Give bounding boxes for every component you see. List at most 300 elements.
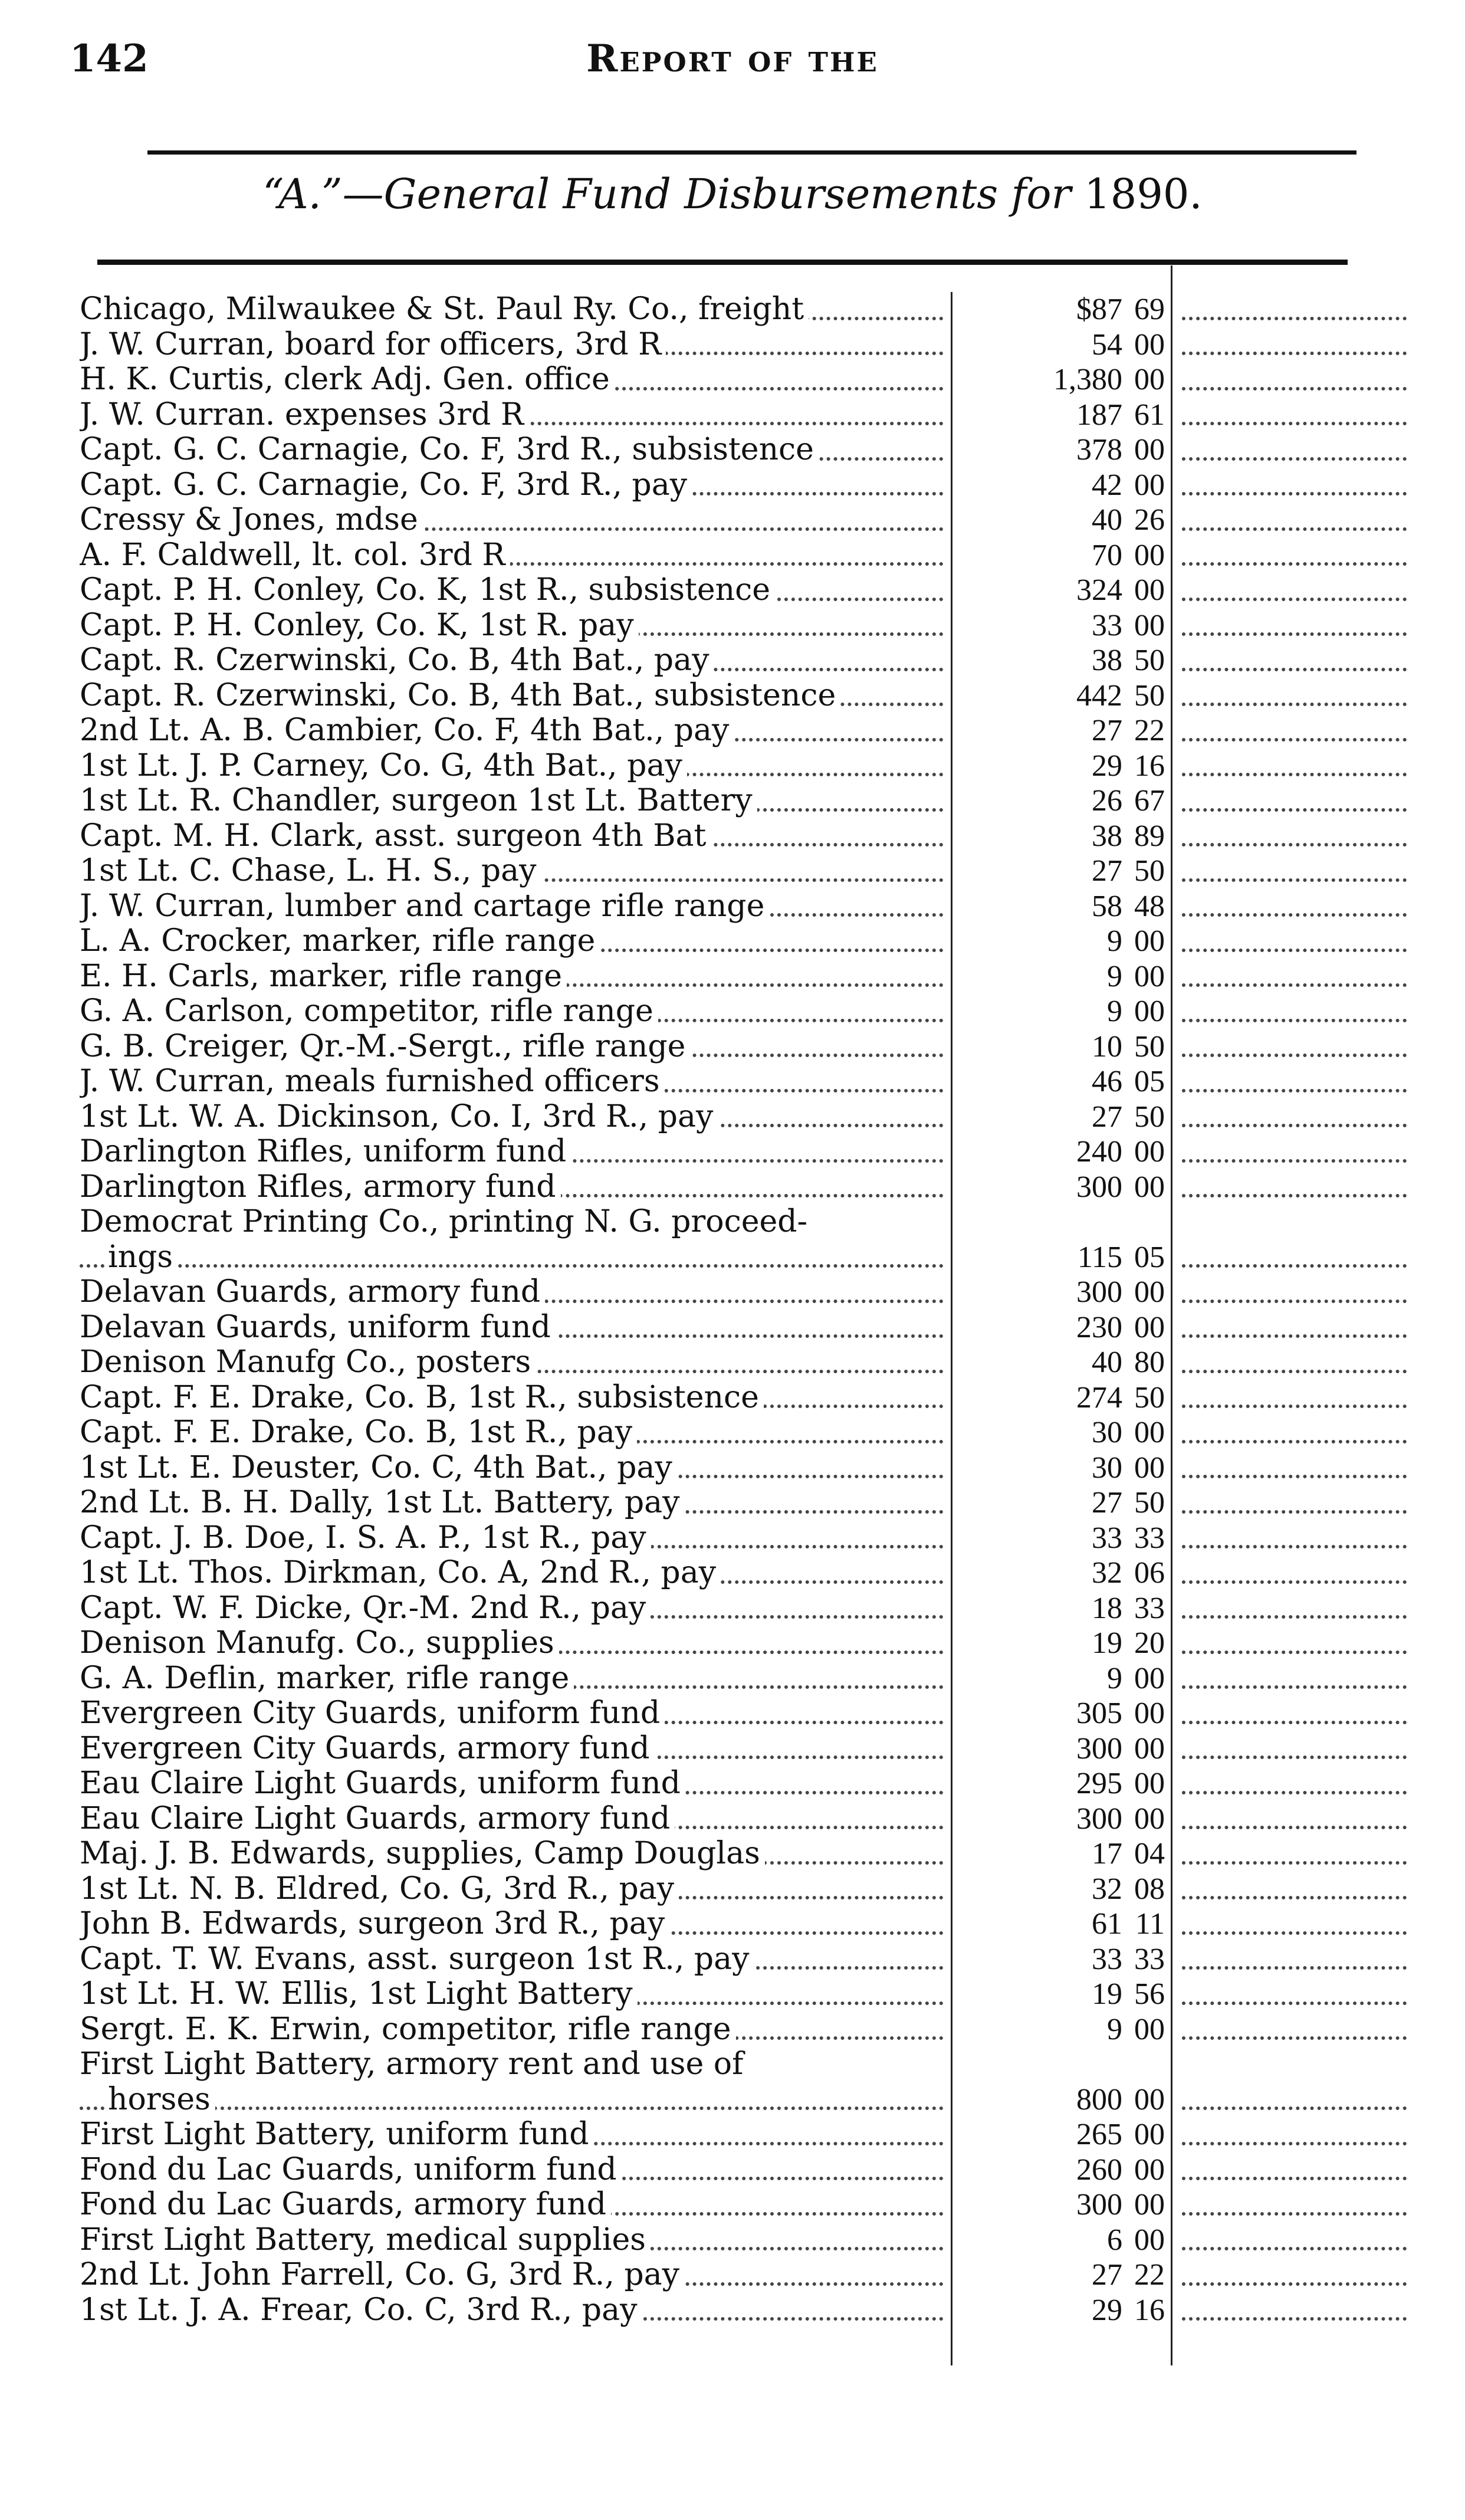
trailing-leader bbox=[1180, 1134, 1407, 1170]
trailing-leader bbox=[1180, 783, 1407, 819]
payee-text: 1st Lt. N. B. Eldred, Co. G, 3rd R., pay bbox=[80, 1872, 679, 1907]
amount bbox=[979, 1345, 1165, 1380]
payee-text: Eau Claire Light Guards, armory fund bbox=[80, 1802, 675, 1836]
payee-description bbox=[80, 819, 944, 854]
disbursement-row bbox=[80, 1626, 1407, 1661]
leader-dots bbox=[1182, 1334, 1407, 1338]
amount bbox=[979, 1661, 1165, 1697]
amount bbox=[979, 1451, 1165, 1486]
payee-text: J. W. Curran, lumber and cartage rifle range bbox=[80, 889, 769, 924]
payee-text: 2nd Lt. A. B. Cambier, Co. F, 4th Bat., pay bbox=[80, 713, 734, 748]
running-head: Report of the bbox=[586, 37, 879, 81]
payee-description bbox=[80, 1100, 944, 1135]
amount-dollars: 33 bbox=[1092, 1521, 1122, 1555]
payee-description bbox=[80, 1731, 944, 1767]
payee-text: 1st Lt. Thos. Dirkman, Co. A, 2nd R., pay bbox=[80, 1556, 721, 1590]
payee-text: J. W. Curran. expenses 3rd R bbox=[80, 398, 528, 432]
payee-description bbox=[80, 1064, 944, 1100]
payee-text: Democrat Printing Co., printing N. G. proceed- bbox=[80, 1205, 812, 1239]
disbursement-row bbox=[80, 1556, 1407, 1591]
payee-text: First Light Battery, medical supplies bbox=[80, 2223, 651, 2258]
amount-dollars: 70 bbox=[1092, 538, 1122, 572]
amount-cents: 00 bbox=[1134, 468, 1165, 502]
trailing-leader bbox=[1180, 854, 1407, 889]
amount-cents: 00 bbox=[1134, 538, 1165, 572]
payee-description bbox=[80, 1556, 944, 1591]
disbursement-row bbox=[80, 1485, 1407, 1521]
payee-text-continued bbox=[80, 2082, 944, 2118]
amount bbox=[979, 1521, 1165, 1556]
amount bbox=[979, 1064, 1165, 1100]
amount-cents: 08 bbox=[1134, 1872, 1165, 1906]
payee-text: 1st Lt. R. Chandler, surgeon 1st Lt. Battery bbox=[80, 783, 757, 818]
leader-dots bbox=[1182, 1580, 1407, 1584]
leader-dots bbox=[1182, 773, 1407, 776]
leader-dots bbox=[1182, 2177, 1407, 2180]
trailing-leader bbox=[1180, 819, 1407, 854]
trailing-leader bbox=[1180, 1240, 1407, 1275]
trailing-leader bbox=[1180, 1451, 1407, 1486]
amount bbox=[979, 1907, 1165, 1942]
payee-description bbox=[80, 573, 944, 608]
payee-text: 1st Lt. C. Chase, L. H. S., pay bbox=[80, 854, 541, 888]
leader-dots bbox=[1182, 1721, 1407, 1724]
disbursement-row bbox=[80, 1696, 1407, 1731]
amount bbox=[979, 1977, 1165, 2012]
amount-dollars: 9 bbox=[1107, 995, 1122, 1028]
leader-dots bbox=[1182, 1756, 1407, 1759]
amount bbox=[979, 468, 1165, 503]
payee-text: Capt. R. Czerwinski, Co. B, 4th Bat., subsistence bbox=[80, 678, 840, 713]
amount-dollars: 17 bbox=[1092, 1837, 1122, 1871]
amount-dollars: 29 bbox=[1092, 749, 1122, 783]
payee-text: Delavan Guards, uniform fund bbox=[80, 1310, 556, 1345]
disbursement-row bbox=[80, 327, 1407, 363]
amount-cents: 00 bbox=[1134, 608, 1165, 642]
disbursement-row bbox=[80, 924, 1407, 959]
payee-description bbox=[80, 783, 944, 819]
disbursement-row bbox=[80, 1836, 1407, 1872]
payee-description bbox=[80, 1591, 944, 1626]
disbursement-row bbox=[80, 1275, 1407, 1310]
amount bbox=[979, 1591, 1165, 1626]
payee-description bbox=[80, 538, 944, 573]
leader-dots bbox=[1182, 878, 1407, 882]
leader-dots bbox=[1182, 1405, 1407, 1408]
amount-cents: 00 bbox=[1134, 573, 1165, 607]
disbursement-row bbox=[80, 1872, 1407, 1907]
payee-text: Denison Manufg Co., posters bbox=[80, 1345, 536, 1380]
amount bbox=[979, 678, 1165, 714]
amount bbox=[979, 1731, 1165, 1767]
payee-text: 1st Lt. J. P. Carney, Co. G, 4th Bat., pay bbox=[80, 749, 687, 783]
payee-text: Evergreen City Guards, uniform fund bbox=[80, 1696, 665, 1731]
payee-text: Eau Claire Light Guards, uniform fund bbox=[80, 1766, 685, 1801]
payee-description bbox=[80, 1521, 944, 1556]
amount-cents: 00 bbox=[1134, 1767, 1165, 1800]
trailing-leader bbox=[1180, 1731, 1407, 1767]
leader-dots bbox=[1182, 1966, 1407, 1970]
amount-dollars: 300 bbox=[1076, 1731, 1122, 1766]
payee-text: Denison Manufg. Co., supplies bbox=[80, 1626, 559, 1661]
amount-cents: 33 bbox=[1134, 1521, 1165, 1555]
payee-text: Capt. G. C. Carnagie, Co. F, 3rd R., pay bbox=[80, 468, 692, 503]
disbursement-row bbox=[80, 1661, 1407, 1697]
payee-text: 1st Lt. J. A. Frear, Co. C, 3rd R., pay bbox=[80, 2293, 642, 2328]
amount-cents: 20 bbox=[1134, 1626, 1165, 1660]
payee-text: Capt. J. B. Doe, I. S. A. P., 1st R., pay bbox=[80, 1521, 651, 1556]
trailing-leader bbox=[1180, 1415, 1407, 1451]
amount-cents: 33 bbox=[1134, 1942, 1165, 1976]
leader-dots bbox=[1182, 1685, 1407, 1689]
amount-dollars: 58 bbox=[1092, 889, 1122, 923]
payee-description bbox=[80, 2223, 944, 2258]
payee-text: Darlington Rifles, uniform fund bbox=[80, 1134, 571, 1169]
payee-description bbox=[80, 2047, 944, 2117]
trailing-leader bbox=[1180, 1942, 1407, 1977]
disbursement-row bbox=[80, 1100, 1407, 1135]
payee-description bbox=[80, 713, 944, 749]
payee-text-continued-value: horses bbox=[108, 2082, 215, 2117]
amount-dollars: 27 bbox=[1092, 854, 1122, 888]
page-number: 142 bbox=[70, 37, 149, 81]
payee-description bbox=[80, 2258, 944, 2293]
trailing-leader bbox=[1180, 1977, 1407, 2012]
payee-text-continued-value: ings bbox=[108, 1239, 178, 1275]
amount-dollars: 42 bbox=[1092, 468, 1122, 502]
amount bbox=[979, 1170, 1165, 1205]
leader-dots bbox=[1182, 1826, 1407, 1829]
payee-description bbox=[80, 994, 944, 1029]
trailing-leader bbox=[1180, 1836, 1407, 1872]
amount bbox=[979, 924, 1165, 959]
disbursement-row bbox=[80, 854, 1407, 889]
payee-text: 2nd Lt. John Farrell, Co. G, 3rd R., pay bbox=[80, 2258, 684, 2292]
disbursement-row bbox=[80, 468, 1407, 503]
amount-dollars: 324 bbox=[1076, 573, 1122, 607]
amount-cents: 00 bbox=[1134, 2152, 1165, 2187]
amount-dollars: 27 bbox=[1092, 2258, 1122, 2292]
amount-cents: 00 bbox=[1134, 1731, 1165, 1766]
amount-cents: 05 bbox=[1134, 1240, 1165, 1274]
payee-text: Capt. P. H. Conley, Co. K, 1st R. pay bbox=[80, 608, 639, 643]
amount bbox=[979, 1275, 1165, 1310]
amount-cents: 00 bbox=[1134, 1275, 1165, 1309]
trailing-leader bbox=[1180, 432, 1407, 468]
amount-cents: 00 bbox=[1134, 2082, 1165, 2117]
trailing-leader bbox=[1180, 1591, 1407, 1626]
leader-dots bbox=[1182, 2106, 1407, 2110]
amount-dollars: 240 bbox=[1076, 1135, 1122, 1169]
disbursement-list bbox=[80, 292, 1407, 2328]
leader-dots bbox=[1182, 2001, 1407, 2005]
amount-dollars: 300 bbox=[1076, 1802, 1122, 1836]
disbursement-row bbox=[80, 959, 1407, 995]
disbursement-row bbox=[80, 1415, 1407, 1451]
amount-dollars: 9 bbox=[1107, 1661, 1122, 1695]
trailing-leader bbox=[1180, 1380, 1407, 1416]
amount-dollars: 305 bbox=[1076, 1697, 1122, 1730]
trailing-leader bbox=[1180, 1029, 1407, 1065]
payee-description bbox=[80, 1380, 944, 1416]
table-title-year: 1890. bbox=[1084, 170, 1203, 218]
trailing-leader bbox=[1180, 1872, 1407, 1907]
amount-dollars: 265 bbox=[1076, 2118, 1122, 2151]
trailing-leader bbox=[1180, 1766, 1407, 1802]
amount-dollars: 19 bbox=[1092, 1977, 1122, 2011]
amount-cents: 50 bbox=[1134, 1100, 1165, 1134]
payee-description bbox=[80, 2117, 944, 2152]
leader-dots bbox=[1182, 2142, 1407, 2145]
amount-dollars: 9 bbox=[1107, 924, 1122, 958]
trailing-leader bbox=[1180, 994, 1407, 1029]
amount bbox=[979, 1696, 1165, 1731]
payee-text: Cressy & Jones, mdse bbox=[80, 503, 423, 537]
amount-cents: 56 bbox=[1134, 1977, 1165, 2011]
amount-cents: 61 bbox=[1134, 398, 1165, 432]
leader-dots bbox=[1182, 1124, 1407, 1127]
disbursement-row bbox=[80, 1731, 1407, 1767]
amount-dollars: 1,380 bbox=[1053, 363, 1122, 396]
payee-description bbox=[80, 468, 944, 503]
amount bbox=[979, 889, 1165, 924]
payee-text: John B. Edwards, surgeon 3rd R., pay bbox=[80, 1907, 669, 1941]
amount-cents: 11 bbox=[1135, 1907, 1165, 1941]
payee-description bbox=[80, 1802, 944, 1837]
payee-text: J. W. Curran, meals furnished officers bbox=[80, 1064, 665, 1099]
disbursement-row bbox=[80, 2012, 1407, 2048]
disbursement-row bbox=[80, 1380, 1407, 1416]
payee-description bbox=[80, 1661, 944, 1697]
amount-dollars: 10 bbox=[1092, 1029, 1122, 1064]
amount-dollars: 27 bbox=[1092, 1100, 1122, 1134]
trailing-leader bbox=[1180, 2082, 1407, 2118]
leader-dots bbox=[1182, 1475, 1407, 1478]
payee-description bbox=[80, 432, 944, 468]
table-title bbox=[0, 170, 1465, 218]
leader-dots bbox=[1182, 1615, 1407, 1619]
amount bbox=[979, 608, 1165, 644]
payee-description bbox=[80, 854, 944, 889]
amount-dollars: $87 bbox=[1076, 293, 1122, 326]
amount-cents: 00 bbox=[1134, 433, 1165, 467]
payee-description bbox=[80, 608, 944, 644]
payee-text: G. B. Creiger, Qr.-M.-Sergt., rifle range bbox=[80, 1029, 690, 1064]
amount-dollars: 300 bbox=[1076, 2188, 1122, 2222]
disbursement-row bbox=[80, 538, 1407, 573]
trailing-leader bbox=[1180, 2223, 1407, 2258]
leader-dots bbox=[1182, 1194, 1407, 1197]
payee-text: Capt. R. Czerwinski, Co. B, 4th Bat., pay bbox=[80, 643, 714, 678]
payee-text: Capt. M. H. Clark, asst. surgeon 4th Bat bbox=[80, 819, 711, 854]
trailing-leader bbox=[1180, 1064, 1407, 1100]
payee-description bbox=[80, 1029, 944, 1065]
payee-text: L. A. Crocker, marker, rifle range bbox=[80, 924, 600, 959]
payee-text: G. A. Carlson, competitor, rifle range bbox=[80, 994, 658, 1029]
leader-dots bbox=[1182, 1791, 1407, 1794]
payee-text: Fond du Lac Guards, uniform fund bbox=[80, 2152, 622, 2187]
disbursement-row bbox=[80, 608, 1407, 644]
amount bbox=[979, 503, 1165, 538]
amount-cents: 00 bbox=[1134, 924, 1165, 958]
amount-dollars: 40 bbox=[1092, 1346, 1122, 1379]
amount-cents: 80 bbox=[1134, 1346, 1165, 1379]
disbursement-row bbox=[80, 1451, 1407, 1486]
amount bbox=[979, 1556, 1165, 1591]
amount bbox=[979, 538, 1165, 573]
trailing-leader bbox=[1180, 2293, 1407, 2328]
amount-dollars: 6 bbox=[1107, 2223, 1122, 2257]
disbursement-row bbox=[80, 1766, 1407, 1802]
amount bbox=[979, 398, 1165, 433]
header-rule bbox=[147, 150, 1356, 155]
payee-text: 1st Lt. W. A. Dickinson, Co. I, 3rd R., pay bbox=[80, 1100, 718, 1134]
amount bbox=[979, 1380, 1165, 1416]
amount-cents: 00 bbox=[1134, 327, 1165, 362]
payee-description bbox=[80, 643, 944, 678]
disbursement-row bbox=[80, 2152, 1407, 2188]
disbursement-row bbox=[80, 1170, 1407, 1205]
trailing-leader bbox=[1180, 398, 1407, 433]
amount-cents: 67 bbox=[1134, 784, 1165, 818]
trailing-leader bbox=[1180, 362, 1407, 398]
payee-text: Maj. J. B. Edwards, supplies, Camp Douglas bbox=[80, 1836, 765, 1871]
amount bbox=[979, 749, 1165, 784]
trailing-leader bbox=[1180, 924, 1407, 959]
payee-description bbox=[80, 1907, 944, 1942]
disbursement-row bbox=[80, 1907, 1407, 1942]
trailing-leader bbox=[1180, 573, 1407, 608]
leader-dots bbox=[1182, 1054, 1407, 1057]
trailing-leader bbox=[1180, 503, 1407, 538]
payee-description bbox=[80, 678, 944, 714]
amount-dollars: 378 bbox=[1076, 433, 1122, 467]
leader-dots bbox=[1182, 703, 1407, 706]
amount bbox=[979, 1485, 1165, 1521]
payee-text: G. A. Deflin, marker, rifle range bbox=[80, 1661, 574, 1696]
payee-text: First Light Battery, uniform fund bbox=[80, 2117, 594, 2152]
amount bbox=[979, 994, 1165, 1029]
disbursement-row bbox=[80, 432, 1407, 468]
disbursement-row bbox=[80, 1977, 1407, 2012]
trailing-leader bbox=[1180, 959, 1407, 995]
leader-dots bbox=[1182, 492, 1407, 496]
amount-cents: 22 bbox=[1134, 2258, 1165, 2292]
payee-description bbox=[80, 503, 944, 538]
payee-description bbox=[80, 1977, 944, 2012]
amount-cents: 05 bbox=[1134, 1065, 1165, 1098]
payee-description bbox=[80, 2012, 944, 2048]
amount-cents: 00 bbox=[1134, 2188, 1165, 2222]
amount-cents: 50 bbox=[1134, 1486, 1165, 1520]
trailing-leader bbox=[1180, 1275, 1407, 1310]
payee-description bbox=[80, 1696, 944, 1731]
amount-dollars: 38 bbox=[1092, 819, 1122, 853]
amount-cents: 00 bbox=[1134, 363, 1165, 396]
disbursement-row bbox=[80, 503, 1407, 538]
amount-cents: 00 bbox=[1134, 959, 1165, 993]
amount-cents: 00 bbox=[1134, 1170, 1165, 1204]
leader-dots bbox=[1182, 808, 1407, 812]
leader-dots bbox=[1182, 598, 1407, 601]
payee-text: Capt. F. E. Drake, Co. B, 1st R., pay bbox=[80, 1415, 637, 1450]
amount bbox=[979, 2223, 1165, 2258]
trailing-leader bbox=[1180, 292, 1407, 327]
amount-cents: 48 bbox=[1134, 889, 1165, 923]
trailing-leader bbox=[1180, 1626, 1407, 1661]
leader-dots bbox=[1182, 1019, 1407, 1022]
payee-text: Chicago, Milwaukee & St. Paul Ry. Co., freight bbox=[80, 292, 809, 327]
amount bbox=[979, 327, 1165, 363]
leader-dots bbox=[1182, 738, 1407, 741]
leader-dots bbox=[1182, 1089, 1407, 1092]
payee-description bbox=[80, 1134, 944, 1170]
trailing-leader bbox=[1180, 608, 1407, 644]
amount-cents: 26 bbox=[1134, 503, 1165, 537]
amount-cents: 06 bbox=[1134, 1556, 1165, 1590]
leader-dots bbox=[1182, 1861, 1407, 1865]
amount bbox=[979, 1134, 1165, 1170]
trailing-leader bbox=[1180, 2152, 1407, 2188]
leader-dots bbox=[1182, 1264, 1407, 1268]
payee-text: E. H. Carls, marker, rifle range bbox=[80, 959, 567, 994]
leader-dots bbox=[1182, 1931, 1407, 1935]
payee-description bbox=[80, 362, 944, 398]
leader-dots bbox=[1182, 562, 1407, 566]
amount-cents: 33 bbox=[1134, 1591, 1165, 1625]
payee-text: Capt. W. F. Dicke, Qr.-M. 2nd R., pay bbox=[80, 1591, 651, 1626]
trailing-leader bbox=[1180, 1696, 1407, 1731]
amount-cents: 00 bbox=[1134, 1310, 1165, 1344]
payee-text: Capt. T. W. Evans, asst. surgeon 1st R., pay bbox=[80, 1942, 754, 1977]
amount-dollars: 27 bbox=[1092, 1486, 1122, 1520]
trailing-leader bbox=[1180, 1907, 1407, 1942]
payee-text: 1st Lt. E. Deuster, Co. C, 4th Bat., pay bbox=[80, 1451, 677, 1485]
amount-dollars: 442 bbox=[1076, 678, 1122, 713]
amount bbox=[979, 1100, 1165, 1135]
amount-dollars: 30 bbox=[1092, 1416, 1122, 1449]
amount bbox=[979, 783, 1165, 819]
payee-description bbox=[80, 2187, 944, 2223]
disbursement-row bbox=[80, 1064, 1407, 1100]
amount bbox=[979, 573, 1165, 608]
amount bbox=[979, 2258, 1165, 2293]
leader-dots bbox=[1182, 949, 1407, 952]
leader-dots bbox=[1182, 1896, 1407, 1899]
payee-text: Capt. F. E. Drake, Co. B, 1st R., subsistence bbox=[80, 1380, 764, 1415]
disbursement-row bbox=[80, 678, 1407, 714]
amount bbox=[979, 2117, 1165, 2152]
payee-description bbox=[80, 1451, 944, 1486]
trailing-leader bbox=[1180, 889, 1407, 924]
leader-dots bbox=[1182, 1651, 1407, 1654]
payee-description bbox=[80, 1205, 944, 1275]
trailing-leader bbox=[1180, 2012, 1407, 2048]
payee-description bbox=[80, 327, 944, 363]
amount-dollars: 30 bbox=[1092, 1451, 1122, 1485]
leader-dots bbox=[1182, 2036, 1407, 2040]
disbursement-row bbox=[80, 2117, 1407, 2152]
trailing-leader bbox=[1180, 468, 1407, 503]
amount bbox=[979, 854, 1165, 889]
trailing-leader bbox=[1180, 1802, 1407, 1837]
amount bbox=[979, 2293, 1165, 2328]
trailing-leader bbox=[1180, 1310, 1407, 1346]
disbursement-row bbox=[80, 1521, 1407, 1556]
amount-dollars: 18 bbox=[1092, 1591, 1122, 1625]
amount bbox=[979, 1872, 1165, 1907]
amount-cents: 89 bbox=[1134, 819, 1165, 853]
